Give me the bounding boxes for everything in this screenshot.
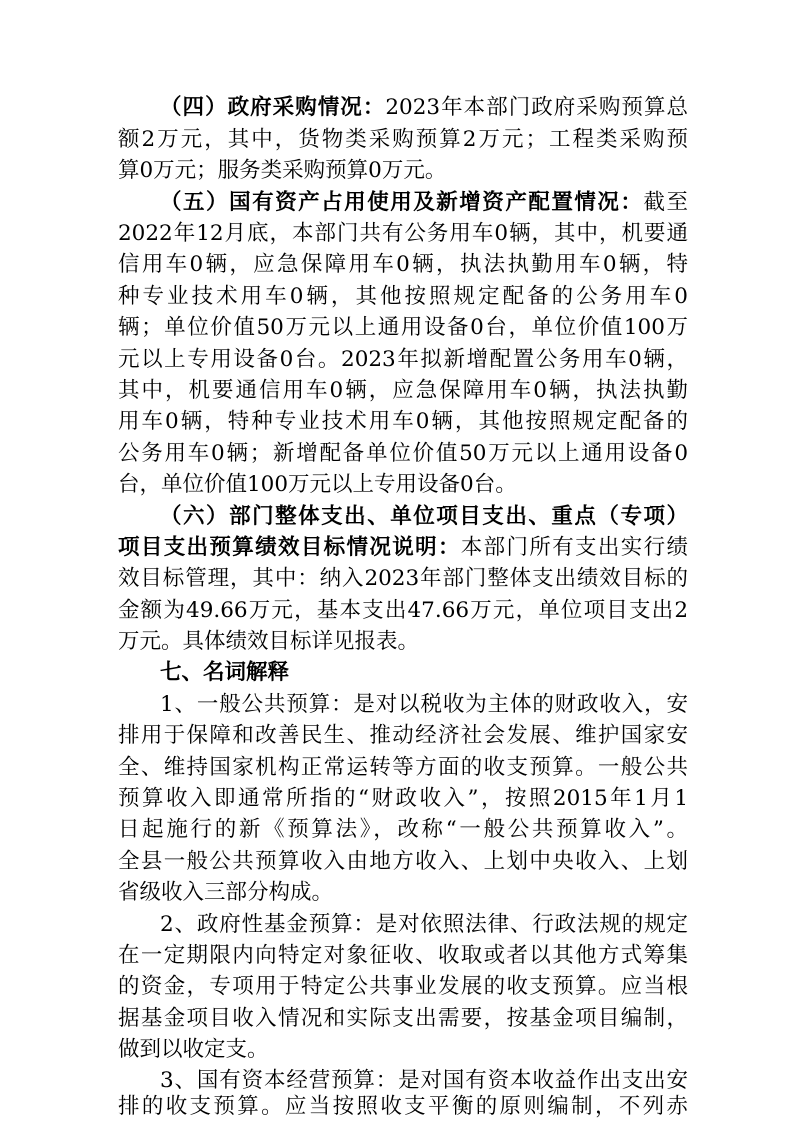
- section-5-line-6: 元以上专用设备0台。2023年拟新增配置公务用车0辆，: [118, 347, 688, 372]
- section-7-heading: 七、名词解释: [160, 660, 290, 685]
- section-5-line-10: 台，单位价值100万元以上专用设备0台。: [118, 472, 517, 497]
- term-2-line-1: 2、政府性基金预算：是对依照法律、行政法规的规定: [160, 912, 688, 937]
- term-2-line-3: 的资金，专项用于特定公共事业发展的收支预算。应当根: [118, 974, 688, 999]
- section-4-line-2: 额2万元，其中，货物类采购预算2万元；工程类采购预: [118, 127, 688, 152]
- section-6-heading: （六）部门整体支出、单位项目支出、重点（专项）: [160, 504, 688, 529]
- term-1-line-2: 排用于保障和改善民生、推动经济社会发展、维护国家安: [118, 723, 688, 748]
- term-3-line-2: 排的收支预算。应当按照收支平衡的原则编制，不列赤: [118, 1094, 688, 1119]
- section-5-heading: （五）国有资产占用使用及新增资产配置情况：: [160, 190, 644, 215]
- term-2-line-5: 做到以收定支。: [118, 1037, 269, 1062]
- section-6-line-4: 金额为49.66万元，基本支出47.66万元，单位项目支出2: [118, 598, 688, 623]
- term-1-line-3: 全、维持国家机构正常运转等方面的收支预算。一般公共: [118, 755, 688, 780]
- section-5-line-8: 用车0辆，特种专业技术用车0辆，其他按照规定配备的: [118, 409, 688, 434]
- section-6-heading-cont: 项目支出预算绩效目标情况说明：: [118, 535, 461, 560]
- term-3-line-1: 3、国有资本经营预算：是对国有资本收益作出支出安: [160, 1068, 688, 1093]
- section-6-line-2: 项目支出预算绩效目标情况说明：本部门所有支出实行绩: [118, 535, 688, 560]
- term-1-line-6: 全县一般公共预算收入由地方收入、上划中央收入、上划: [118, 849, 688, 874]
- section-5-line-9: 公务用车0辆；新增配备单位价值50万元以上通用设备0: [118, 441, 688, 466]
- term-1-line-4: 预算收入即通常所指的“财政收入”，按照2015年1月1: [118, 786, 688, 811]
- section-6-line-3: 效目标管理，其中：纳入2023年部门整体支出绩效目标的: [118, 566, 688, 591]
- section-5-line-5: 辆；单位价值50万元以上通用设备0台，单位价值100万: [118, 315, 688, 340]
- section-4-line-3: 算0万元；服务类采购预算0万元。: [118, 158, 447, 183]
- section-5-line-7: 其中，机要通信用车0辆，应急保障用车0辆，执法执勤: [118, 378, 688, 403]
- term-1-line-7: 省级收入三部分构成。: [118, 880, 334, 905]
- term-1-line-1: 1、一般公共预算：是对以税收为主体的财政收入，安: [160, 692, 688, 717]
- section-5-line-4: 种专业技术用车0辆，其他按照规定配备的公务用车0: [118, 284, 688, 309]
- section-5-line-1: （五）国有资产占用使用及新增资产配置情况：截至: [160, 190, 688, 215]
- section-4-heading: （四）政府采购情况：: [160, 95, 386, 120]
- term-2-line-2: 在一定期限内向特定对象征收、收取或者以其他方式筹集: [118, 943, 688, 968]
- section-4-line-1: （四）政府采购情况：2023年本部门政府采购预算总: [160, 95, 688, 120]
- term-1-line-5: 日起施行的新《预算法》，改称“一般公共预算收入”。: [118, 817, 688, 842]
- section-6-line-5: 万元。具体绩效目标详见报表。: [118, 629, 420, 654]
- section-5-line-3: 信用车0辆，应急保障用车0辆，执法执勤用车0辆，特: [118, 252, 688, 277]
- section-5-line-2: 2022年12月底，本部门共有公务用车0辆，其中，机要通: [118, 221, 688, 246]
- term-2-line-4: 据基金项目收入情况和实际支出需要，按基金项目编制，: [118, 1006, 688, 1031]
